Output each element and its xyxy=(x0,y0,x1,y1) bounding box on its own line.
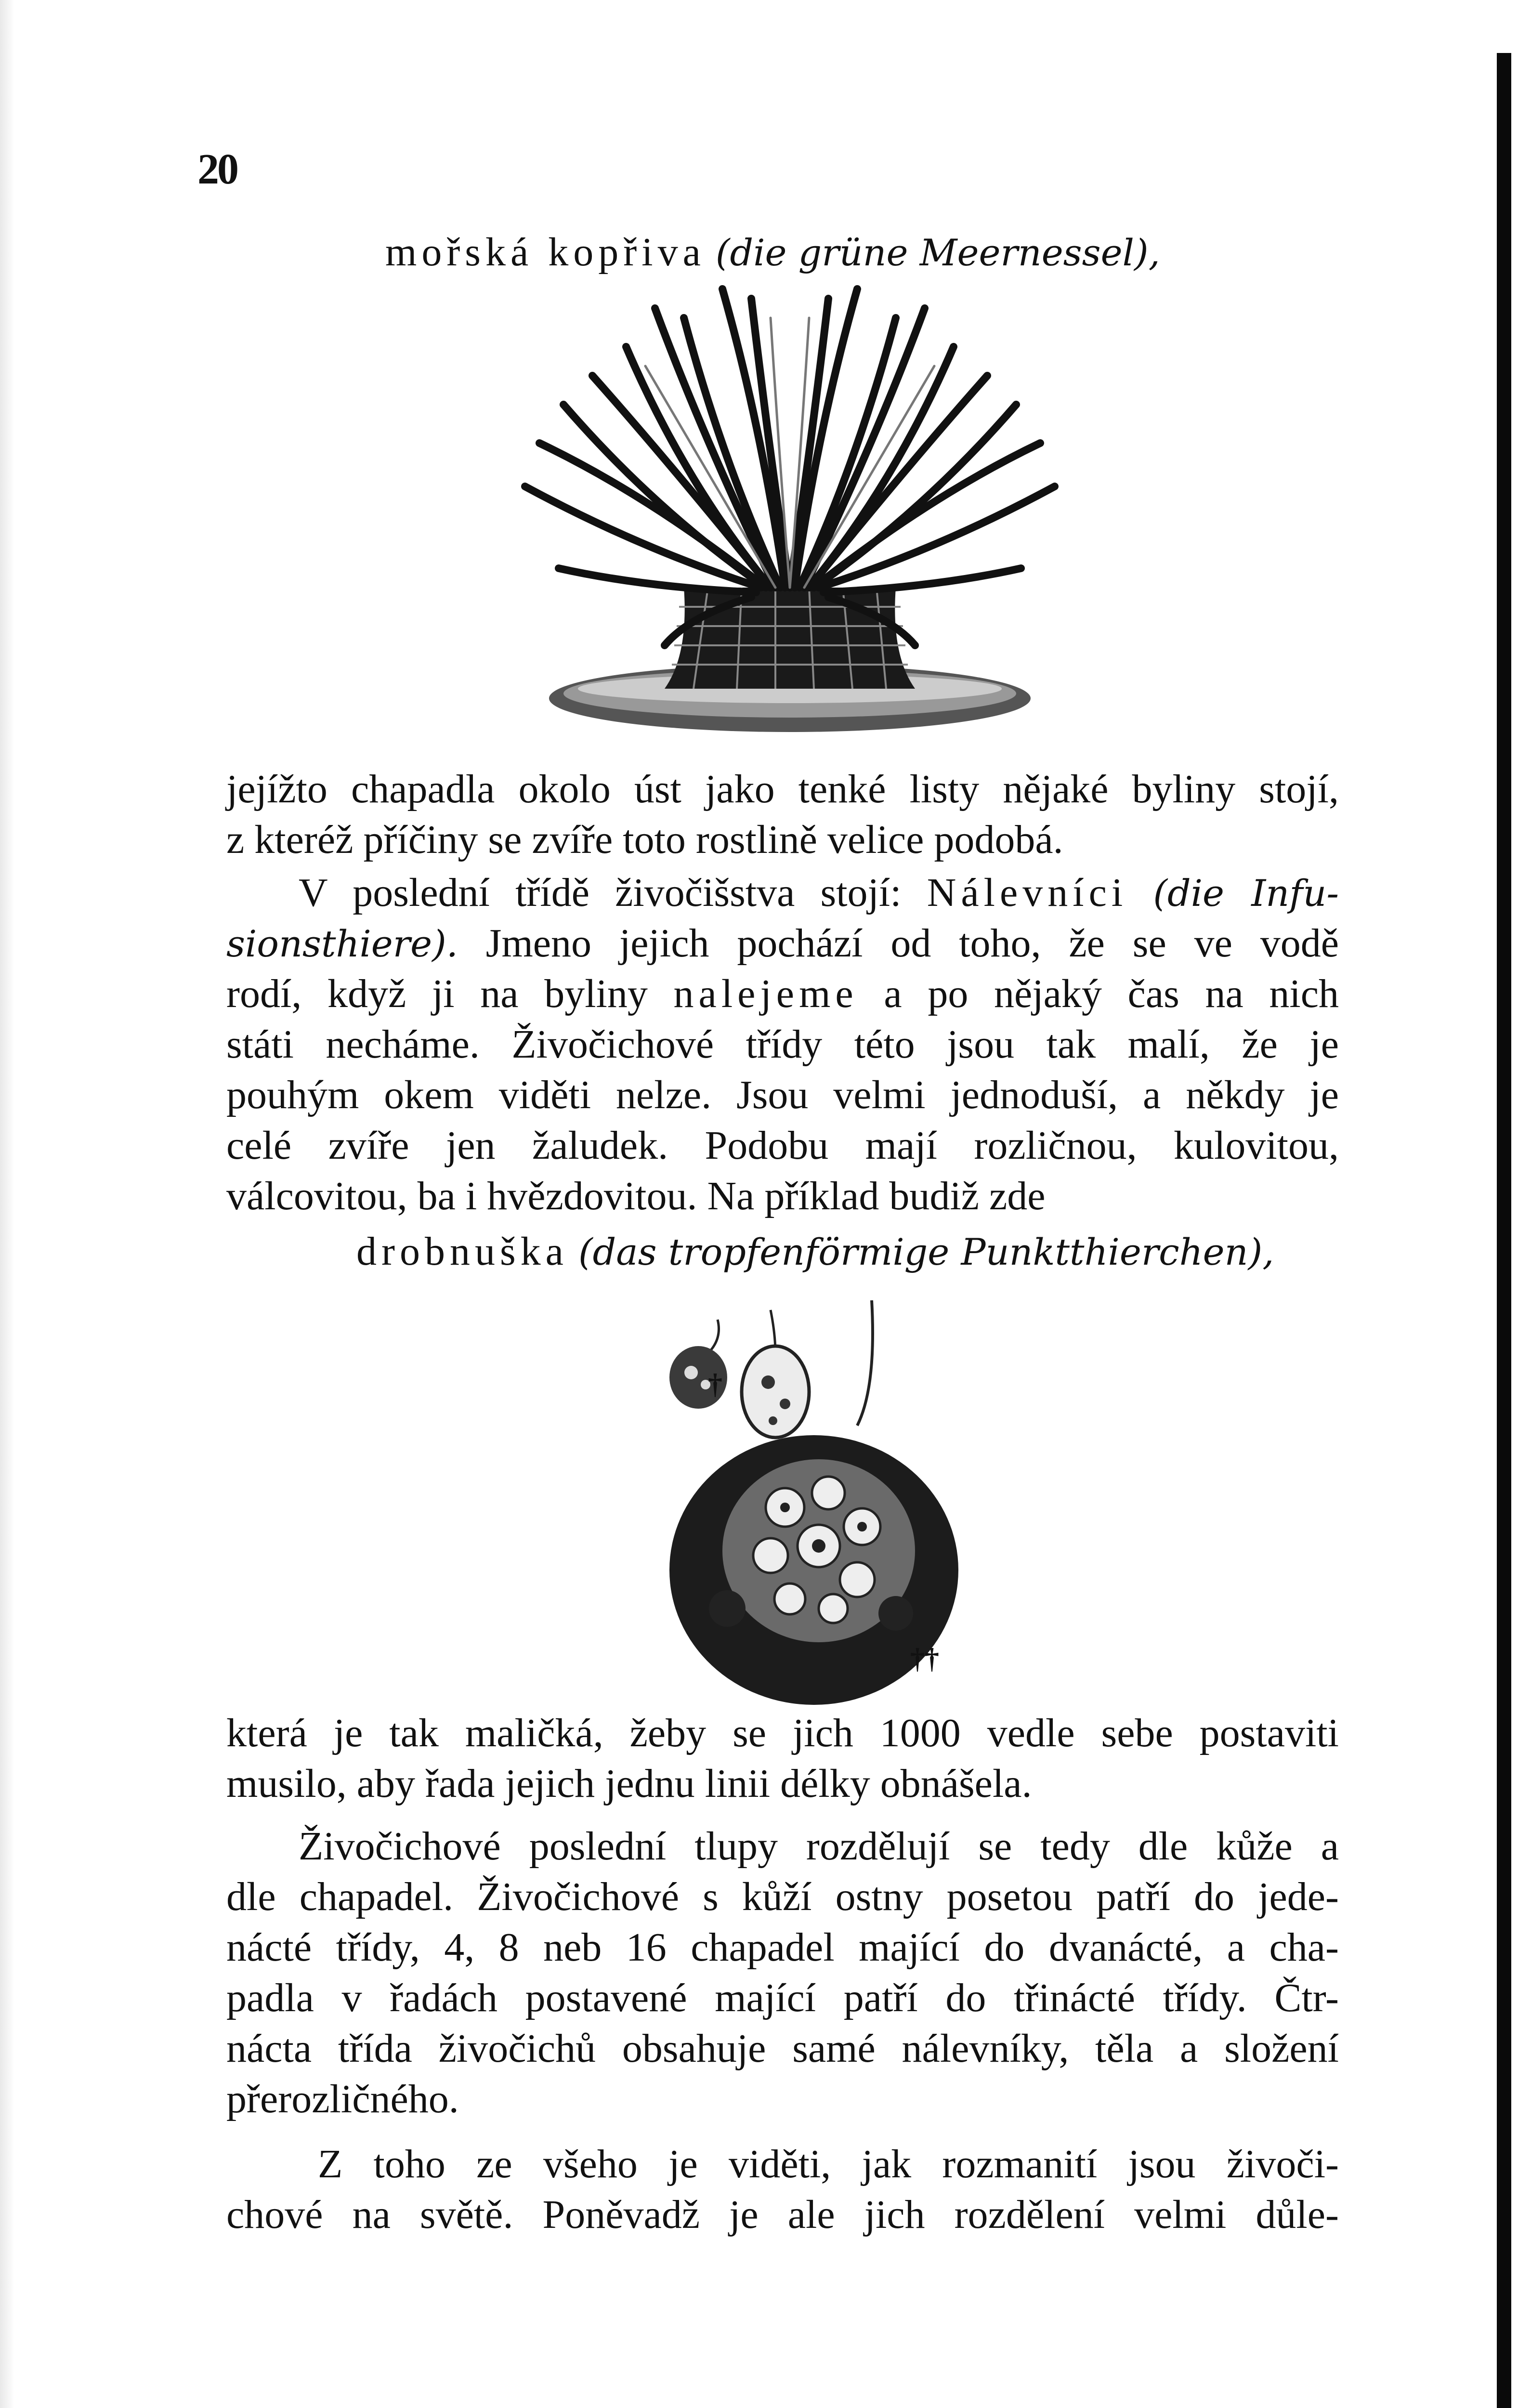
sea-anemone-illustration xyxy=(482,279,1079,761)
text-line: dle chapadel. Živočichové s kůží ostny posetou patří do jede- xyxy=(226,1874,1339,1919)
caption-term: mořská kopřiva xyxy=(385,230,706,275)
caption-german: (die grüne Meernessel), xyxy=(715,231,1160,274)
text-segment: rodí, když ji na byliny xyxy=(226,971,648,1016)
text-line: Živočichové poslední tlupy rozdělují se tedy dle kůže a xyxy=(299,1824,1339,1869)
text-line: nácta třída živočichů obsahuje samé nálevníky, těla a složení xyxy=(226,2026,1339,2071)
text-line: pouhým okem viděti nelze. Jsou velmi jednoduší, a někdy je xyxy=(226,1073,1339,1117)
text-segment: a po nějaký čas na nich xyxy=(884,971,1339,1016)
figure-mark-single: † xyxy=(708,1368,722,1400)
text-line: Z toho ze všeho je viděti, jak rozmanití jsou živoči- xyxy=(318,2142,1339,2186)
caption-german: (das tropfenförmige Punktthierchen), xyxy=(578,1230,1274,1273)
text-line: z kteréž příčiny se zvíře toto rostlině velice podobá. xyxy=(226,817,1063,862)
text-line: chové na světě. Poněvadž je ale jich rozdělení velmi důle- xyxy=(226,2192,1339,2237)
term-nalejeme: nalejeme xyxy=(673,971,858,1016)
term-nalevnici: Nálevníci xyxy=(927,870,1128,915)
text-line: přerozličného. xyxy=(226,2077,459,2121)
text-line xyxy=(299,867,1339,919)
text-line: jejížto chapadla okolo úst jako tenké listy nějaké byliny stojí, xyxy=(226,767,1339,811)
text-line: státi necháme. Živočichové třídy této jsou tak malí, že je xyxy=(226,1022,1339,1067)
text-line: musilo, aby řada jejich jednu linii délky obnášela. xyxy=(226,1761,1032,1806)
text-line: nácté třídy, 4, 8 neb 16 chapadel mající do dvanácté, a cha- xyxy=(226,1925,1339,1970)
scan-edge xyxy=(0,0,14,2408)
text-line: která je tak maličká, žeby se jich 1000 vedle sebe postaviti xyxy=(226,1711,1339,1755)
caption-sea-anemone xyxy=(385,226,1160,279)
text-segment: Jmeno jejich pochází od toho, že se ve vodě xyxy=(485,921,1339,966)
text-line xyxy=(226,917,1339,970)
figure-mark-double: †† xyxy=(910,1643,939,1675)
caption-term: drobnuška xyxy=(356,1229,568,1274)
page-edge-bar xyxy=(1497,53,1511,2408)
page-number: 20 xyxy=(197,145,237,193)
german-term: sionsthiere). xyxy=(226,922,458,965)
text-line: padla v řadách postavené mající patří do třinácté třídy. Čtr- xyxy=(226,1976,1339,2020)
german-term: (die Infu- xyxy=(1153,872,1339,915)
text-line xyxy=(226,968,1339,1020)
caption-drobnuska xyxy=(356,1226,1274,1278)
text-line: válcovitou, ba i hvězdovitou. Na příklad budiž zde xyxy=(226,1174,1046,1218)
text-segment: V poslední třídě živočišstva stojí: xyxy=(299,870,902,915)
text-line: celé zvíře jen žaludek. Podobu mají rozličnou, kulovitou, xyxy=(226,1123,1339,1168)
